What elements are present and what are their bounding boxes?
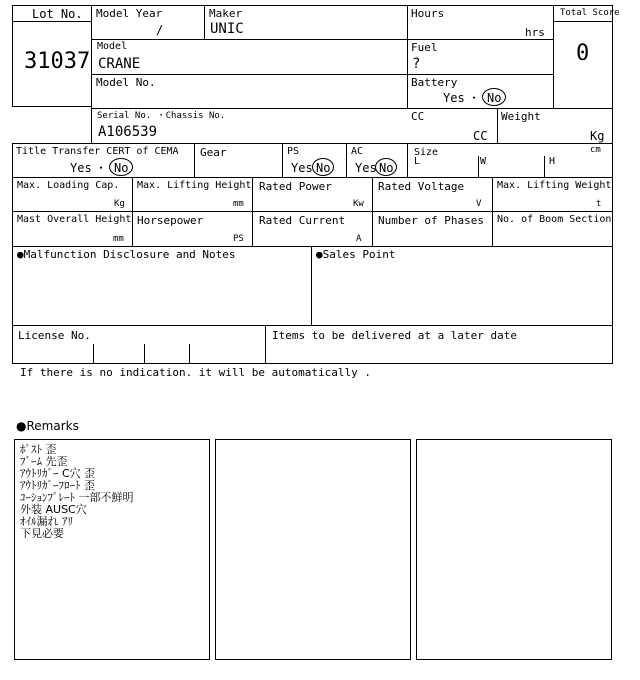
- battery-no: No: [487, 91, 502, 105]
- mast-overall-height-label: Mast Overall Height: [17, 214, 132, 225]
- size-l: L: [414, 156, 421, 167]
- rated-current-unit: A: [356, 234, 362, 244]
- title-transfer-dot: ・: [95, 161, 108, 175]
- maker-value: UNIC: [210, 21, 244, 37]
- serial-label: Serial No. ・Chassis No.: [97, 111, 226, 121]
- cc-unit: CC: [473, 129, 488, 143]
- battery-yes: Yes: [443, 91, 465, 105]
- remarks-line: ﾌﾞｰﾑ 先歪: [20, 455, 68, 468]
- remarks-box-2: [215, 439, 411, 660]
- weight-label: Weight: [501, 110, 541, 123]
- rated-power-label: Rated Power: [259, 180, 332, 193]
- remarks-line: ﾎﾟｽﾄ 歪: [20, 443, 57, 456]
- title-transfer-no-circle: [109, 158, 133, 176]
- ps-label: PS: [287, 146, 300, 157]
- size-h: H: [549, 156, 556, 167]
- hours-label: Hours: [411, 7, 445, 20]
- max-lifting-height-label: Max. Lifting Height: [137, 180, 252, 191]
- sales-point-label: ●Sales Point: [316, 248, 396, 261]
- weight-unit: Kg: [590, 129, 605, 143]
- rated-voltage-unit: V: [476, 199, 482, 209]
- number-of-phases-label: Number of Phases: [378, 214, 484, 227]
- model-year-label: Model Year: [96, 7, 163, 20]
- total-score-label: Total Score: [560, 8, 620, 18]
- malfunction-label: ●Malfunction Disclosure and Notes: [17, 248, 236, 261]
- ps-no: No: [316, 161, 331, 175]
- title-transfer-label: Title Transfer CERT of CEMA: [16, 146, 179, 157]
- remarks-line: ｱｳﾄﾘｶﾞｰﾌﾛｰﾄ 歪: [20, 479, 95, 492]
- max-loading-cap-unit: Kg: [114, 199, 125, 209]
- remarks-line: ｵｲﾙ漏れ ｱﾘ: [20, 515, 73, 528]
- fuel-label: Fuel: [411, 41, 438, 54]
- size-w: W: [480, 156, 487, 167]
- max-loading-cap-label: Max. Loading Cap.: [17, 180, 120, 191]
- total-score-value: 0: [576, 41, 590, 66]
- remarks-heading: ●Remarks: [16, 419, 79, 433]
- lot-label: Lot No.: [32, 7, 83, 21]
- battery-dot: ・: [468, 91, 481, 105]
- lot-number: 31037: [24, 49, 91, 74]
- license-label: License No.: [18, 329, 91, 342]
- remarks-line: ｱｳﾄﾘｶﾞｰ C穴 歪: [20, 467, 96, 480]
- remarks-box-3: [416, 439, 612, 660]
- ac-label: AC: [351, 146, 364, 157]
- ps-no-circle: [312, 158, 334, 176]
- rated-current-label: Rated Current: [259, 214, 346, 227]
- ps-yes: Yes: [291, 161, 313, 175]
- fuel-value: ?: [412, 56, 421, 72]
- model-label: Model: [97, 41, 128, 52]
- max-lifting-height-unit: mm: [233, 199, 244, 209]
- gear-label: Gear: [200, 146, 227, 159]
- model-value: CRANE: [98, 56, 141, 72]
- remarks-line: 下見必要: [20, 527, 64, 540]
- items-later-label: Items to be delivered at a later date: [272, 329, 518, 342]
- maker-label: Maker: [209, 7, 243, 20]
- max-lifting-weight-label: Max. Lifting Weight: [497, 180, 612, 191]
- remarks-line: 外装 AUSC穴: [20, 503, 87, 516]
- model-no-label: Model No.: [96, 76, 156, 89]
- remarks-line: ｺｰｼｮﾝﾌﾟﾚｰﾄ 一部不鮮明: [20, 491, 134, 504]
- ac-yes: Yes: [355, 161, 377, 175]
- rated-power-unit: Kw: [353, 199, 364, 209]
- max-lifting-weight-unit: t: [596, 199, 602, 209]
- title-transfer-no: No: [114, 161, 129, 175]
- hours-unit: hrs: [525, 26, 545, 39]
- title-transfer-yes: Yes: [70, 161, 92, 175]
- horsepower-unit: PS: [233, 234, 244, 244]
- battery-label: Battery: [411, 76, 458, 89]
- size-label: Size: [414, 147, 439, 158]
- model-year-value: /: [156, 23, 164, 37]
- cc-label: CC: [411, 110, 425, 123]
- ac-no-circle: [375, 158, 397, 176]
- rated-voltage-label: Rated Voltage: [378, 180, 465, 193]
- mast-overall-height-unit: mm: [113, 234, 124, 244]
- boom-section-label: No. of Boom Section: [497, 214, 612, 225]
- size-unit: cm: [590, 145, 601, 155]
- horsepower-label: Horsepower: [137, 214, 204, 227]
- battery-no-circle: [482, 88, 506, 106]
- serial-value: A106539: [98, 124, 158, 140]
- ac-no: No: [379, 161, 394, 175]
- auto-note: If there is no indication. it will be automatically .: [20, 366, 371, 379]
